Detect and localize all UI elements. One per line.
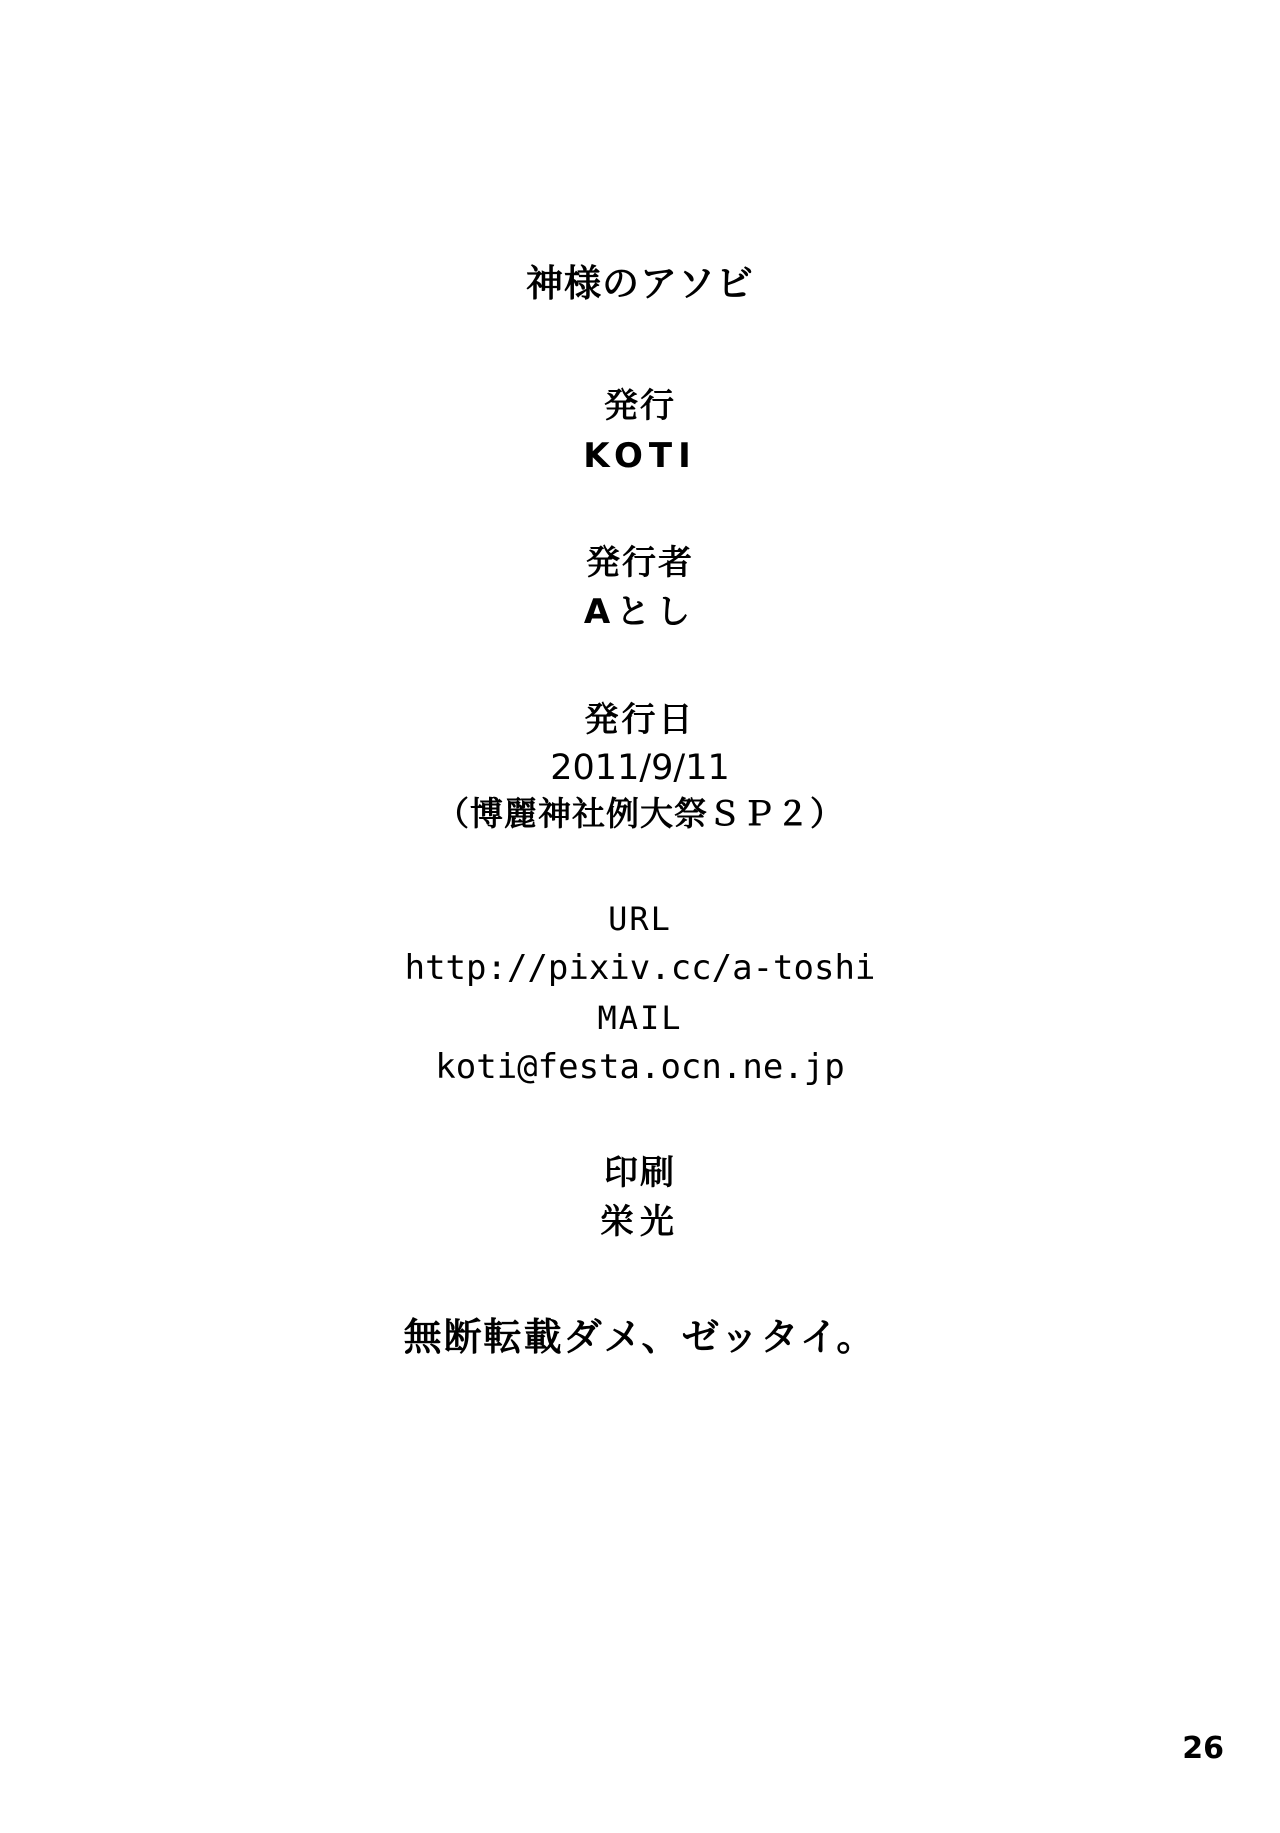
url-label: URL	[608, 899, 672, 938]
page-title: 神様のアソビ	[526, 262, 754, 305]
colophon-block	[0, 262, 1280, 1363]
author-label: 発行者	[586, 542, 694, 583]
mail-label: MAIL	[597, 998, 683, 1037]
printer-value: 栄光	[600, 1201, 680, 1242]
author-block	[0, 539, 1280, 638]
mail-value: koti@festa.ocn.ne.jp	[435, 1046, 845, 1087]
page-number: 26	[1182, 1731, 1224, 1766]
date-value: 2011/9/11	[550, 747, 730, 788]
contact-block	[0, 895, 1280, 1093]
printer-label: 印刷	[604, 1152, 676, 1193]
publisher-block	[0, 382, 1280, 481]
date-event-name: （博麗神社例大祭ＳＰ２）	[436, 794, 844, 834]
reproduction-notice: 無断転載ダメ、ゼッタイ。	[403, 1315, 877, 1360]
printer-block	[0, 1149, 1280, 1248]
publisher-value: KOTI	[583, 435, 697, 476]
date-label: 発行日	[584, 699, 696, 740]
date-block	[0, 696, 1280, 837]
url-value: http://pixiv.cc/a-toshi	[404, 947, 876, 988]
author-value: Aとし	[583, 592, 697, 633]
publisher-label: 発行	[604, 386, 676, 427]
